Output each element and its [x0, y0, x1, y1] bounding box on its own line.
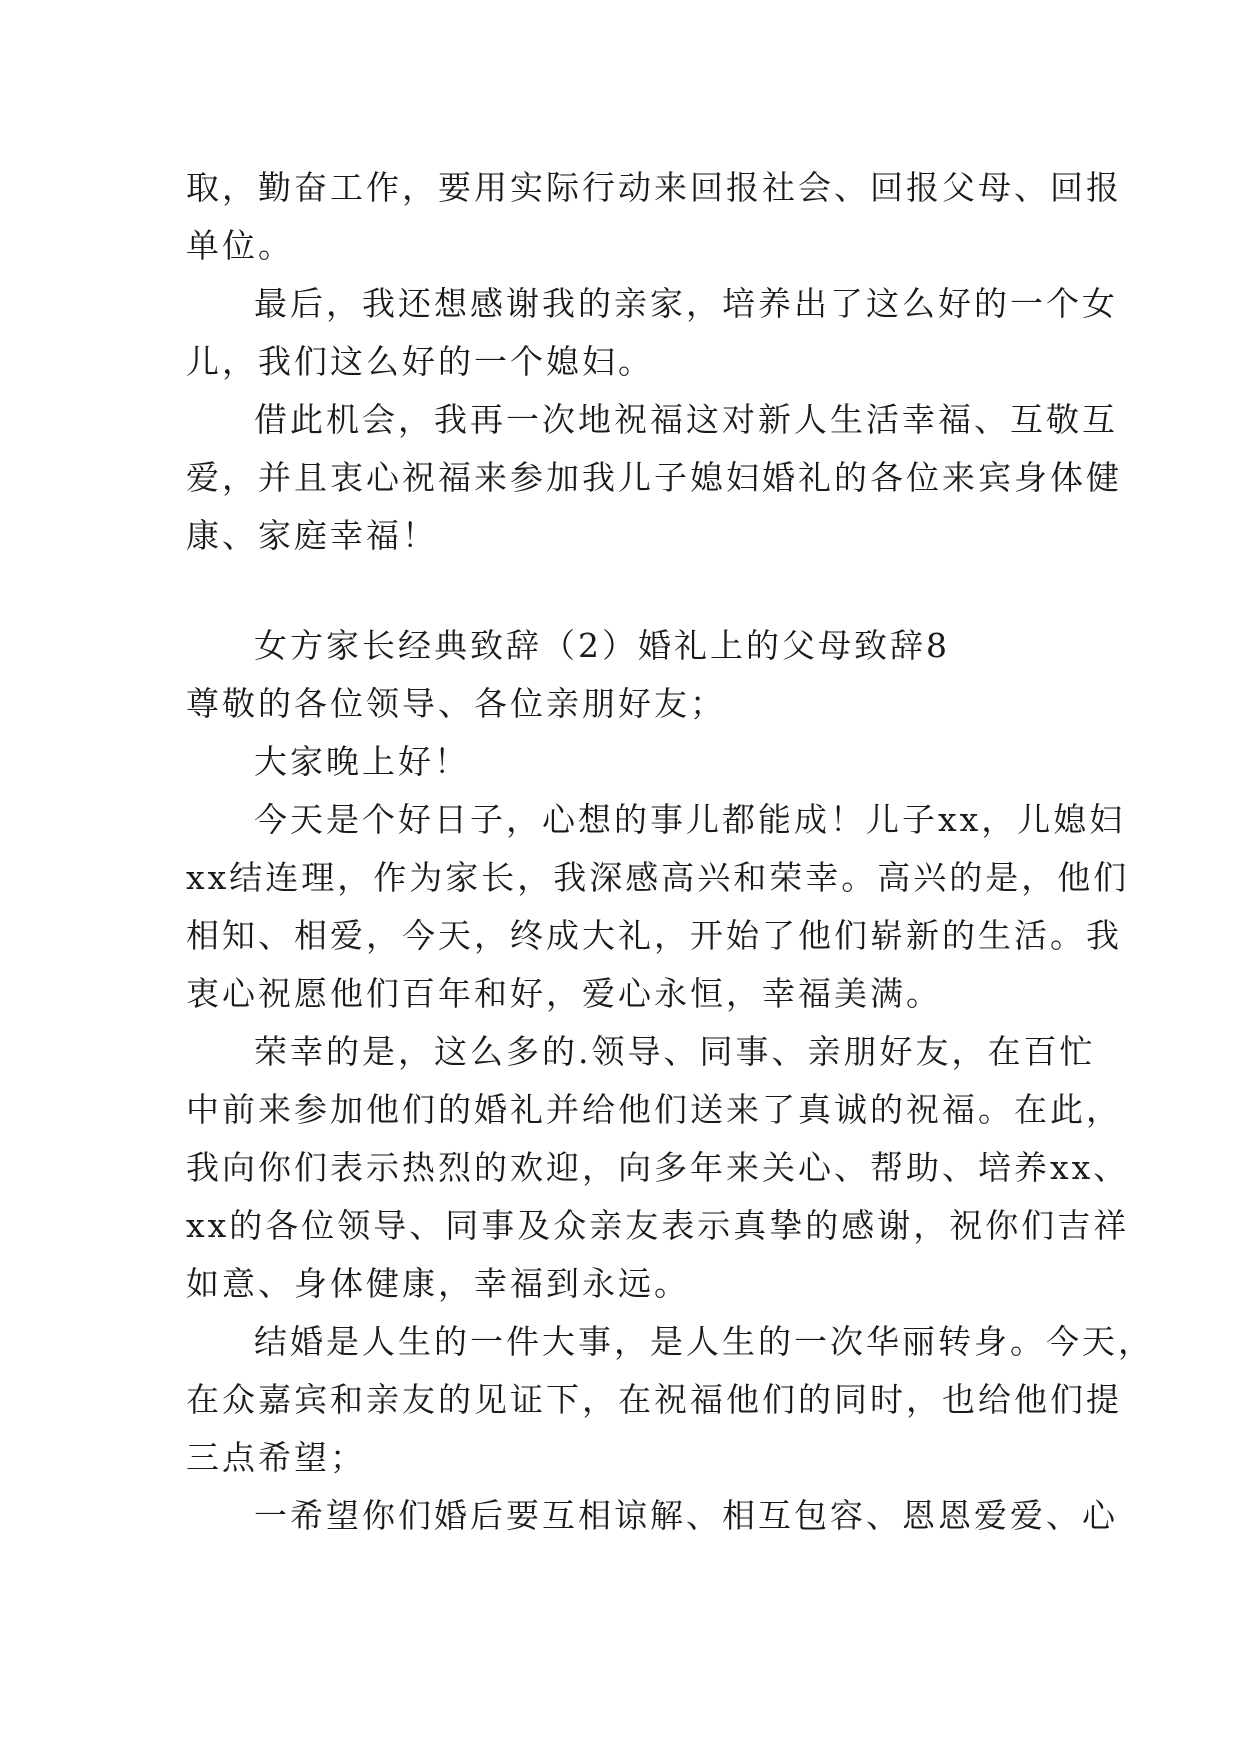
paragraph-line: 单位。	[186, 226, 294, 265]
section-heading: 女方家长经典致辞（2）婚礼上的父母致辞8	[254, 626, 950, 665]
paragraph-line: 借此机会，我再一次地祝福这对新人生活幸福、互敬互	[254, 400, 1118, 439]
paragraph-line: xx的各位领导、同事及众亲友表示真挚的感谢，祝你们吉祥	[186, 1206, 1130, 1245]
paragraph-line: 取，勤奋工作，要用实际行动来回报社会、回报父母、回报	[186, 168, 1122, 207]
paragraph-line: 儿，我们这么好的一个媳妇。	[186, 342, 654, 381]
paragraph-line: 中前来参加他们的婚礼并给他们送来了真诚的祝福。在此，	[186, 1090, 1122, 1129]
paragraph-line: 最后，我还想感谢我的亲家，培养出了这么好的一个女	[254, 284, 1118, 323]
paragraph-line: 衷心祝愿他们百年和好，爱心永恒，幸福美满。	[186, 974, 942, 1013]
paragraph-line: 相知、相爱，今天，终成大礼，开始了他们崭新的生活。我	[186, 916, 1122, 955]
paragraph-line: 一希望你们婚后要互相谅解、相互包容、恩恩爱爱、心	[254, 1496, 1118, 1535]
salutation-line: 尊敬的各位领导、各位亲朋好友；	[186, 684, 726, 723]
paragraph-line: 爱，并且衷心祝福来参加我儿子媳妇婚礼的各位来宾身体健	[186, 458, 1122, 497]
paragraph-line: 我向你们表示热烈的欢迎，向多年来关心、帮助、培养xx、	[186, 1148, 1130, 1187]
paragraph-line: 在众嘉宾和亲友的见证下，在祝福他们的同时，也给他们提	[186, 1380, 1122, 1419]
paragraph-line: 三点希望；	[186, 1438, 366, 1477]
paragraph-line: 如意、身体健康，幸福到永远。	[186, 1264, 690, 1303]
greeting-line: 大家晚上好！	[254, 742, 470, 781]
paragraph-line: 今天是个好日子，心想的事儿都能成！儿子xx，儿媳妇	[254, 800, 1126, 839]
paragraph-line: 康、家庭幸福！	[186, 516, 438, 555]
paragraph-line: xx结连理，作为家长，我深感高兴和荣幸。高兴的是，他们	[186, 858, 1130, 897]
paragraph-line: 结婚是人生的一件大事，是人生的一次华丽转身。今天，	[254, 1322, 1154, 1361]
paragraph-line: 荣幸的是，这么多的.领导、同事、亲朋好友，在百忙	[254, 1032, 1096, 1071]
